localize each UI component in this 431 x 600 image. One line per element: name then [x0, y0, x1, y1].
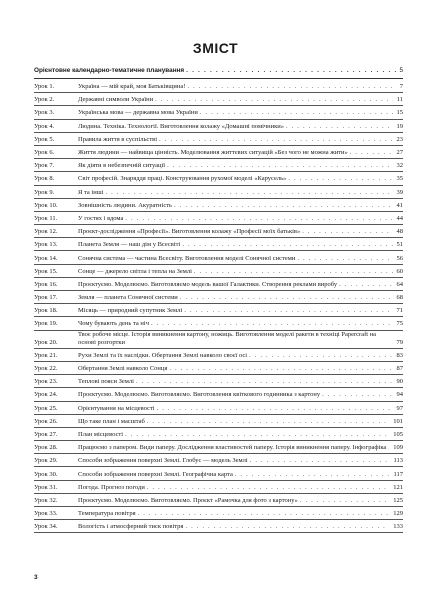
- lesson-title: Способи зображення поверхні Землі. Глобус — модель Землі: [78, 457, 248, 465]
- toc-entry[interactable]: [34, 120, 403, 133]
- lesson-title: План місцевості: [78, 430, 124, 438]
- lesson-page-number: 60: [396, 267, 403, 275]
- leader-dots: [286, 123, 393, 131]
- toc-entry[interactable]: [34, 186, 403, 199]
- leader-dots: [300, 497, 389, 505]
- toc-entry[interactable]: [34, 106, 403, 119]
- lesson-number: Урок 22.: [34, 365, 58, 373]
- lesson-number: Урок 27.: [34, 430, 58, 438]
- toc-entry[interactable]: [34, 388, 403, 401]
- toc-entry[interactable]: [34, 415, 403, 428]
- lesson-page-number: 35: [396, 175, 403, 183]
- lesson-title: Проєктуємо. Моделюємо. Виготовляємо. Виготовлення квіткового годинника з картону: [78, 391, 321, 399]
- leader-dots: [350, 149, 393, 157]
- lesson-number: Урок 1.: [34, 83, 55, 91]
- lesson-title: Людина. Техніка. Технології. Виготовлення колажу «Домашні помічники»: [78, 122, 284, 130]
- lesson-title: Проєктуємо. Моделюємо. Виготовляємо. Проєкт «Рамочка для фото з картону»: [78, 496, 298, 504]
- lesson-page-number: 109: [393, 444, 403, 452]
- lesson-page-number: 79: [396, 338, 403, 346]
- lesson-number: Урок 32.: [34, 496, 58, 504]
- lesson-page-number: 125: [393, 496, 403, 504]
- toc-entry[interactable]: [34, 402, 403, 415]
- lesson-number: Урок 20.: [34, 338, 58, 346]
- intro-page-number: 5: [399, 67, 403, 74]
- toc-entry[interactable]: [34, 291, 403, 304]
- lesson-title: Україна — мій край, моя Батьківщина!: [78, 83, 186, 91]
- lesson-title: Чому бувають день та ніч: [78, 320, 149, 328]
- toc-entry[interactable]: [34, 278, 403, 291]
- table-of-contents: [34, 80, 403, 533]
- lesson-number: Урок 30.: [34, 470, 58, 478]
- toc-entry[interactable]: [34, 481, 403, 494]
- lesson-page-number: 7: [399, 83, 403, 91]
- toc-entry[interactable]: [34, 494, 403, 507]
- lesson-page-number: 105: [393, 430, 403, 438]
- lesson-number: Урок 23.: [34, 378, 58, 386]
- lesson-number: Урок 10.: [34, 201, 58, 209]
- toc-entry[interactable]: [34, 507, 403, 520]
- leader-dots: [302, 228, 392, 236]
- leader-dots: [185, 523, 389, 531]
- toc-entry[interactable]: [34, 225, 403, 238]
- lesson-title: Що таке план і масштаб: [78, 417, 145, 425]
- lesson-page-number: 133: [393, 523, 403, 531]
- toc-entry[interactable]: [34, 146, 403, 159]
- toc-entry[interactable]: [34, 454, 403, 467]
- lesson-number: Урок 34.: [34, 523, 58, 531]
- lesson-page-number: 19: [396, 122, 403, 130]
- lesson-title: Я та інші: [78, 188, 104, 196]
- toc-entry[interactable]: [34, 133, 403, 146]
- lesson-page-number: 121: [393, 483, 403, 491]
- leader-dots: [186, 67, 397, 74]
- lesson-page-number: 44: [396, 214, 403, 222]
- toc-entry[interactable]: [34, 199, 403, 212]
- toc-entry[interactable]: [34, 375, 403, 388]
- leader-dots: [147, 418, 389, 426]
- leader-dots: [250, 457, 390, 465]
- lesson-page-number: 87: [396, 365, 403, 373]
- leader-dots: [388, 444, 389, 452]
- leader-dots: [106, 189, 393, 197]
- lesson-page-number: 129: [393, 510, 403, 518]
- lesson-number: Урок 15.: [34, 267, 58, 275]
- lesson-page-number: 75: [396, 320, 403, 328]
- lesson-title: Планета Земля — наш дім у Всесвіті: [78, 241, 181, 249]
- lesson-number: Урок 33.: [34, 510, 58, 518]
- lesson-title: Рухи Землі та їх наслідки. Обертання Землі навколо своєї осі: [78, 351, 248, 359]
- lesson-title: Зовнішність людини. Акуратність: [78, 201, 173, 209]
- lesson-number: Урок 11.: [34, 214, 58, 222]
- leader-dots: [151, 320, 393, 328]
- lesson-title: Правила життя в суспільстві: [78, 135, 158, 143]
- leader-dots: [184, 307, 392, 315]
- lesson-page-number: 32: [396, 162, 403, 170]
- lesson-title: У гостях і вдома: [78, 214, 124, 222]
- leader-dots: [155, 96, 393, 104]
- lesson-title: Твоє робоче місце. Історія виникнення картону, ножиць. Виготовлення моделі ракети в техніці Papercraft на основі розгортки: [78, 330, 377, 346]
- lesson-title: Земля — планета Сонячної системи: [78, 294, 178, 302]
- lesson-page-number: 27: [396, 149, 403, 157]
- lesson-number: Урок 4.: [34, 122, 55, 130]
- leader-dots: [147, 484, 389, 492]
- toc-entry[interactable]: [34, 212, 403, 225]
- lesson-title: Сонячна система — частина Всесвіту. Виготовлення моделі Сонячної системи: [78, 254, 296, 262]
- lesson-title: Орієнтування на місцевості: [78, 404, 155, 412]
- lesson-number: Урок 21.: [34, 351, 58, 359]
- lesson-number: Урок 19.: [34, 320, 58, 328]
- leader-dots: [297, 255, 392, 263]
- lesson-page-number: 97: [396, 404, 403, 412]
- lesson-title: Світ професій. Знаряддя праці. Конструювання рухомої моделі «Карусель»: [78, 175, 287, 183]
- lesson-title: Державні символи України: [78, 96, 154, 104]
- lesson-number: Урок 7.: [34, 162, 55, 170]
- lesson-title: Погода. Прогноз погоди: [78, 483, 145, 491]
- lesson-number: Урок 29.: [34, 457, 58, 465]
- leader-dots: [138, 510, 390, 518]
- leader-dots: [125, 431, 389, 439]
- lesson-title: Проєктуємо. Моделюємо. Виготовляємо модель вашої Галактики. Створення реклами виробу: [78, 280, 338, 288]
- toc-entry[interactable]: [34, 93, 403, 106]
- lesson-page-number: 71: [396, 307, 403, 315]
- lesson-title: Проєкт-дослідження «Професії». Виготовлення колажу «Професії моїх батьків»: [78, 228, 301, 236]
- leader-dots: [136, 378, 393, 386]
- toc-entry[interactable]: [34, 304, 403, 317]
- leader-dots: [249, 352, 392, 360]
- lesson-page-number: 11: [396, 96, 403, 104]
- lesson-page-number: 51: [396, 241, 403, 249]
- lesson-title: Українська мова — державна мова України: [78, 109, 198, 117]
- lesson-number: Урок 26.: [34, 417, 58, 425]
- toc-entry[interactable]: [34, 172, 403, 185]
- lesson-number: Урок 13.: [34, 241, 58, 249]
- leader-dots: [180, 294, 393, 302]
- lesson-page-number: 113: [393, 457, 403, 465]
- lesson-number: Урок 12.: [34, 228, 58, 236]
- leader-dots: [174, 202, 392, 210]
- lesson-title: Життя людини — найвища цінність. Моделювання життєвих ситуацій «Без чого не можна жити»: [78, 149, 348, 157]
- lesson-page-number: 48: [396, 228, 403, 236]
- page-title: ЗМІСТ: [192, 40, 239, 56]
- lesson-number: Урок 6.: [34, 149, 55, 157]
- leader-dots: [182, 241, 392, 249]
- lesson-page-number: 15: [396, 109, 403, 117]
- lesson-number: Урок 2.: [34, 96, 55, 104]
- lesson-number: Урок 28.: [34, 444, 58, 452]
- lesson-page-number: 68: [396, 294, 403, 302]
- lesson-number: Урок 5.: [34, 135, 55, 143]
- toc-entry[interactable]: [34, 441, 403, 454]
- toc-entry[interactable]: [34, 80, 403, 93]
- leader-dots: [125, 215, 392, 223]
- leader-dots: [159, 136, 392, 144]
- leader-dots: [235, 471, 390, 479]
- intro-title: Орієнтовне календарно-тематичне планування: [34, 67, 185, 74]
- toc-entry[interactable]: [34, 362, 403, 375]
- lesson-number: Урок 18.: [34, 307, 58, 315]
- lesson-page-number: 23: [396, 135, 403, 143]
- lesson-title: Теплові пояси Землі: [78, 378, 134, 386]
- leader-dots: [187, 83, 395, 91]
- lesson-number: Урок 17.: [34, 294, 58, 302]
- lesson-number: Урок 31.: [34, 483, 58, 491]
- leader-dots: [288, 175, 392, 183]
- leader-dots: [157, 405, 393, 413]
- toc-entry[interactable]: [34, 349, 403, 362]
- toc-entry[interactable]: [34, 520, 403, 533]
- lesson-number: Урок 14.: [34, 254, 58, 262]
- lesson-page-number: 117: [393, 470, 403, 478]
- toc-entry[interactable]: [34, 238, 403, 251]
- lesson-page-number: 64: [396, 280, 403, 288]
- toc-intro-entry[interactable]: [34, 67, 403, 79]
- lesson-number: Урок 25.: [34, 404, 58, 412]
- lesson-page-number: 41: [396, 201, 403, 209]
- toc-entry[interactable]: [34, 159, 403, 172]
- toc-entry[interactable]: [34, 467, 403, 480]
- leader-dots: [167, 162, 392, 170]
- lesson-title: Місяць — природний супутник Землі: [78, 307, 183, 315]
- lesson-number: Урок 9.: [34, 188, 55, 196]
- lesson-number: Урок 24.: [34, 391, 58, 399]
- toc-entry[interactable]: [34, 251, 403, 264]
- lesson-title: Температура повітря: [78, 510, 136, 518]
- lesson-title: Обертання Землі навколо Сонця: [78, 365, 168, 373]
- lesson-number: Урок 8.: [34, 175, 55, 183]
- lesson-title: Сонце — джерело світла і тепла на Землі: [78, 267, 192, 275]
- toc-entry[interactable]: [34, 317, 403, 330]
- leader-dots: [322, 391, 392, 399]
- leader-dots: [200, 109, 393, 117]
- lesson-number: Урок 3.: [34, 109, 55, 117]
- lesson-title: Працюємо з папером. Види паперу. Дослідження властивостей паперу. Історія виникнення паперу. Інфографіка: [78, 444, 387, 452]
- lesson-title: Як діяти в небезпечній ситуації: [78, 162, 166, 170]
- lesson-page-number: 56: [396, 254, 403, 262]
- lesson-page-number: 94: [396, 391, 403, 399]
- leader-dots: [194, 268, 393, 276]
- lesson-title: Способи зображення поверхні Землі. Географічна карта: [78, 470, 233, 478]
- toc-entry[interactable]: [34, 428, 403, 441]
- page-number: 3: [34, 574, 38, 581]
- leader-dots: [339, 281, 392, 289]
- toc-entry[interactable]: [34, 331, 403, 349]
- lesson-number: Урок 16.: [34, 280, 58, 288]
- lesson-page-number: 101: [393, 417, 403, 425]
- lesson-page-number: 39: [396, 188, 403, 196]
- lesson-title: Вологість і атмосферний тиск повітря: [78, 523, 184, 531]
- leader-dots: [169, 365, 392, 373]
- toc-entry[interactable]: [34, 265, 403, 278]
- lesson-page-number: 90: [396, 378, 403, 386]
- lesson-page-number: 83: [396, 351, 403, 359]
